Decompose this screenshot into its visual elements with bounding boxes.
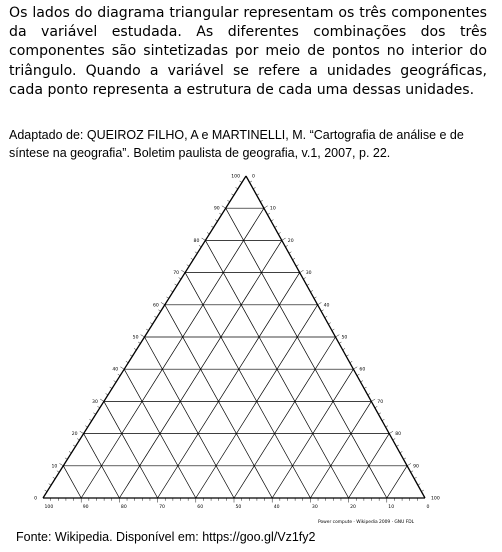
- tick-mark: [118, 374, 120, 375]
- tick-mark: [207, 232, 209, 233]
- diagram-credit: Power compute · Wikipedia 2009 · GNU FDL: [318, 520, 415, 525]
- tick-mark: [314, 297, 316, 298]
- tick-mark: [49, 484, 51, 485]
- citation: Adaptado de: QUEIROZ FILHO, A e MARTINELLI, M. “Cartografia de análise e de síntese na geografia”. Boletim paulista de geografia, v.1, 2007, p. 22.: [9, 128, 464, 160]
- tick-mark: [222, 206, 226, 208]
- tick-mark: [138, 342, 140, 343]
- tick-mark: [171, 290, 173, 291]
- source-line: Fonte: Wikipedia. Disponível em: https://goo.gl/Vz1fy2: [16, 530, 316, 544]
- tick-mark: [227, 200, 229, 201]
- tick-mark: [236, 187, 238, 188]
- bottom-axis-label: 90: [82, 505, 89, 510]
- tick-mark: [382, 419, 384, 420]
- tick-mark: [339, 342, 341, 343]
- ternary-ticks: [45, 181, 424, 503]
- tick-mark: [285, 245, 287, 246]
- tick-mark: [389, 431, 393, 433]
- tick-mark: [215, 220, 217, 221]
- tick-mark: [77, 439, 79, 440]
- gridline: [387, 466, 407, 498]
- tick-mark: [166, 297, 168, 298]
- tick-mark: [106, 393, 108, 394]
- tick-mark: [357, 374, 359, 375]
- tick-mark: [400, 451, 402, 452]
- left-axis-label: 60: [152, 303, 159, 309]
- ternary-axis-labels: [34, 174, 440, 511]
- tick-mark: [80, 431, 84, 433]
- tick-mark: [141, 335, 145, 337]
- right-axis-label: 0: [252, 174, 255, 180]
- tick-mark: [300, 270, 304, 272]
- left-axis-label: 70: [173, 271, 180, 277]
- right-axis-label: 80: [395, 432, 402, 438]
- tick-mark: [199, 245, 201, 246]
- bottom-axis-label: 0: [426, 505, 430, 510]
- left-axis-label: 0: [34, 496, 37, 502]
- bottom-axis-label: 20: [350, 505, 356, 510]
- tick-mark: [353, 367, 357, 369]
- tick-mark: [393, 439, 395, 440]
- tick-mark: [154, 316, 156, 317]
- tick-mark: [150, 323, 152, 324]
- tick-mark: [364, 387, 366, 388]
- tick-mark: [421, 490, 423, 491]
- bottom-axis-label: 70: [159, 505, 165, 510]
- gridline: [234, 337, 336, 498]
- left-axis-label: 80: [193, 238, 200, 244]
- left-axis-label: 30: [92, 399, 98, 405]
- tick-mark: [332, 329, 334, 330]
- tick-mark: [267, 213, 269, 214]
- tick-mark: [240, 181, 242, 182]
- tick-mark: [59, 463, 63, 465]
- tick-mark: [264, 206, 268, 208]
- tick-mark: [231, 194, 233, 195]
- tick-mark: [328, 323, 330, 324]
- tick-mark: [114, 381, 116, 382]
- tick-mark: [361, 381, 363, 382]
- tick-mark: [202, 238, 206, 240]
- gridline: [63, 466, 81, 498]
- tick-mark: [187, 265, 189, 266]
- gridline: [81, 208, 264, 498]
- tick-mark: [325, 316, 327, 317]
- left-axis-label: 40: [112, 367, 119, 373]
- tick-mark: [161, 302, 165, 304]
- tick-mark: [346, 355, 348, 356]
- right-axis-label: 40: [323, 303, 330, 309]
- tick-mark: [368, 393, 370, 394]
- left-axis-label: 10: [51, 464, 58, 470]
- bottom-axis-label: 10: [388, 505, 395, 510]
- gridline: [158, 273, 300, 498]
- tick-mark: [97, 406, 99, 407]
- bottom-axis-label: 40: [273, 505, 280, 510]
- right-axis-label: 70: [377, 399, 384, 405]
- tick-mark: [378, 413, 380, 414]
- tick-mark: [69, 451, 71, 452]
- tick-mark: [158, 310, 160, 311]
- tick-mark: [126, 361, 128, 362]
- tick-mark: [219, 213, 221, 214]
- ternary-diagram: [0, 168, 502, 526]
- body-paragraph: Os lados do diagrama triangular representam os três componentes da variável estudada. As diferentes combinações dos três componentes são sintetizadas por meio de pontos no interior do triângulo. Quando a variável se refere a unidades geográficas, cada ponto representa a estrutura de cada uma dessas unidades.: [9, 5, 487, 98]
- right-axis-label: 90: [413, 464, 419, 470]
- tick-mark: [195, 252, 197, 253]
- tick-mark: [191, 258, 193, 259]
- tick-mark: [257, 194, 259, 195]
- tick-mark: [53, 477, 55, 478]
- left-axis-label: 50: [132, 335, 139, 341]
- tick-mark: [282, 238, 286, 240]
- left-axis-label: 100: [231, 174, 240, 180]
- right-axis-label: 50: [341, 335, 348, 341]
- tick-mark: [45, 490, 47, 491]
- bottom-axis-label: 80: [120, 505, 127, 510]
- tick-mark: [275, 226, 277, 227]
- left-axis-label: 20: [71, 432, 78, 438]
- bottom-axis-label: 30: [311, 505, 318, 510]
- right-axis-label: 60: [359, 367, 366, 373]
- left-axis-label: 90: [213, 206, 220, 212]
- tick-mark: [307, 284, 309, 285]
- tick-mark: [271, 220, 273, 221]
- bottom-axis-label: 60: [197, 505, 204, 510]
- tick-mark: [100, 399, 104, 401]
- right-axis-label: 100: [431, 496, 440, 502]
- tick-mark: [179, 278, 181, 279]
- tick-mark: [130, 355, 132, 356]
- tick-mark: [350, 361, 352, 362]
- tick-mark: [303, 278, 305, 279]
- tick-mark: [89, 419, 91, 420]
- tick-mark: [93, 413, 95, 414]
- tick-mark: [404, 458, 406, 459]
- right-axis-label: 30: [305, 271, 312, 277]
- bottom-axis-label: 50: [235, 505, 242, 510]
- tick-mark: [371, 399, 375, 401]
- tick-mark: [411, 471, 413, 472]
- gridline: [145, 337, 235, 498]
- tick-mark: [57, 471, 59, 472]
- tick-mark: [253, 187, 255, 188]
- tick-mark: [278, 232, 280, 233]
- tick-mark: [110, 387, 112, 388]
- tick-mark: [321, 310, 323, 311]
- gridline: [185, 273, 310, 498]
- tick-mark: [386, 426, 388, 427]
- tick-mark: [310, 290, 312, 291]
- tick-mark: [375, 406, 377, 407]
- tick-mark: [293, 258, 295, 259]
- tick-mark: [289, 252, 291, 253]
- tick-mark: [414, 477, 416, 478]
- tick-mark: [407, 463, 411, 465]
- tick-mark: [260, 200, 262, 201]
- tick-mark: [396, 445, 398, 446]
- tick-mark: [146, 329, 148, 330]
- gridline: [226, 208, 387, 498]
- right-axis-label: 20: [287, 238, 294, 244]
- tick-mark: [65, 458, 67, 459]
- right-axis-label: 10: [269, 206, 276, 212]
- tick-mark: [175, 284, 177, 285]
- tick-mark: [336, 335, 340, 337]
- tick-mark: [250, 181, 252, 182]
- tick-mark: [181, 270, 185, 272]
- tick-mark: [85, 426, 87, 427]
- ternary-grid: [43, 176, 425, 498]
- tick-mark: [418, 484, 420, 485]
- tick-mark: [343, 348, 345, 349]
- tick-mark: [296, 265, 298, 266]
- tick-mark: [134, 348, 136, 349]
- tick-mark: [211, 226, 213, 227]
- tick-mark: [120, 367, 124, 369]
- tick-mark: [73, 445, 75, 446]
- tick-mark: [318, 302, 322, 304]
- bottom-axis-label: 100: [44, 505, 54, 510]
